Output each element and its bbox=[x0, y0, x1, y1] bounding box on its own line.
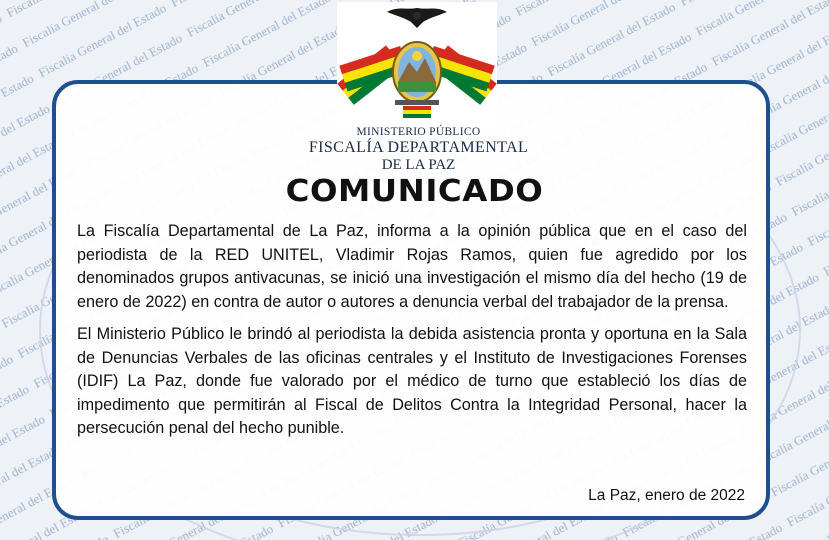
paragraph-2: El Ministerio Público le brindó al periodista la debida asistencia pronta y oportuna en la Sala de Denuncias Verbales de las oficinas centrales y el Instituto de Investigaciones Forenses (IDIF) La Paz, donde fue valorado por el médico de turno que estableció los días de impedimento que permitirán al Fiscal de Delitos Contra la Integridad Personal, hacer la persecución penal del hecho punible. bbox=[77, 325, 747, 437]
org-department: DE LA PAZ bbox=[381, 157, 456, 173]
document-body bbox=[77, 220, 747, 450]
org-fiscalia: FISCALÍA DEPARTAMENTAL bbox=[308, 139, 529, 156]
coat-of-arms bbox=[337, 2, 497, 128]
place-date: La Paz, enero de 2022 bbox=[588, 487, 745, 504]
org-ministerio: MINISTERIO PÚBLICO bbox=[356, 126, 481, 138]
bolivia-coat-of-arms-icon bbox=[337, 2, 497, 128]
document-title: COMUNICADO bbox=[285, 174, 544, 209]
paragraph-1: La Fiscalía Departamental de La Paz, informa a la opinión pública que en el caso del periodista de la RED UNITEL, Vladimir Rojas Ramos, quien fue agredido por los denominados grupos antivacunas, se inició una investigación el mismo día del hecho (19 de enero de 2022) en contra de autor o autores a denuncia verbal del trabajador de la prensa. bbox=[77, 222, 747, 311]
